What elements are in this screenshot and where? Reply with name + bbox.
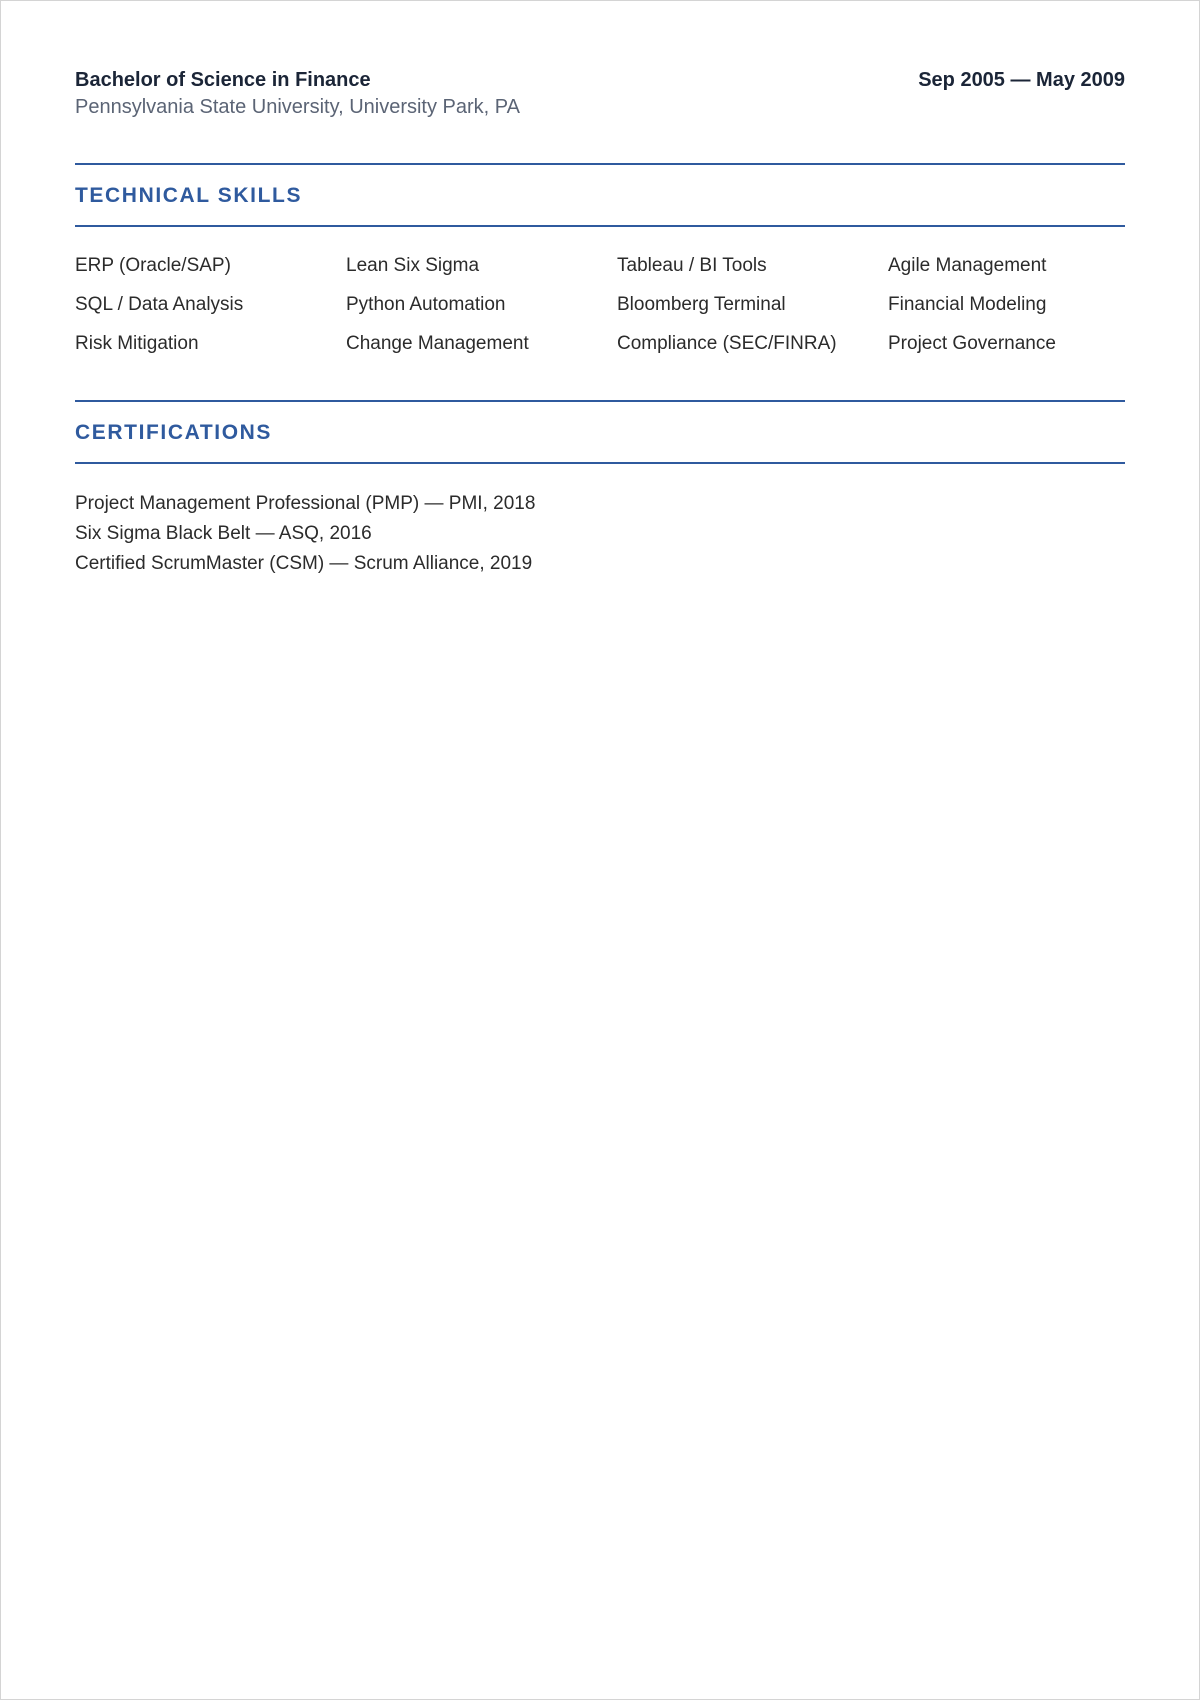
- section-divider: [75, 462, 1125, 464]
- education-details: [75, 68, 520, 119]
- certification-item: Project Management Professional (PMP) — PMI, 2018: [75, 493, 536, 514]
- skill-item: Compliance (SEC/FINRA): [617, 333, 837, 354]
- skill-item: Financial Modeling: [888, 294, 1047, 315]
- certifications-section-title: CERTIFICATIONS: [75, 421, 273, 444]
- skill-item: Tableau / BI Tools: [617, 255, 767, 276]
- education-dates: Sep 2005 — May 2009: [918, 69, 1125, 91]
- skill-item: Change Management: [346, 333, 529, 354]
- education-entry: [75, 68, 1125, 119]
- skill-item: Agile Management: [888, 255, 1047, 276]
- certifications-list: [75, 492, 1125, 576]
- skill-item: Lean Six Sigma: [346, 255, 480, 276]
- certification-item: Six Sigma Black Belt — ASQ, 2016: [75, 523, 372, 544]
- skill-item: Project Governance: [888, 333, 1056, 354]
- skills-grid: [75, 254, 1125, 356]
- degree-title: Bachelor of Science in Finance: [75, 69, 371, 91]
- skills-section-title: TECHNICAL SKILLS: [75, 184, 303, 207]
- skill-item: SQL / Data Analysis: [75, 294, 244, 315]
- skill-item: Risk Mitigation: [75, 333, 199, 354]
- certification-item: Certified ScrumMaster (CSM) — Scrum Alliance, 2019: [75, 553, 533, 574]
- skill-item: Bloomberg Terminal: [617, 294, 786, 315]
- section-divider: [75, 225, 1125, 227]
- school-name: Pennsylvania State University, University Park, PA: [75, 96, 520, 118]
- skill-item: ERP (Oracle/SAP): [75, 255, 231, 276]
- skill-item: Python Automation: [346, 294, 506, 315]
